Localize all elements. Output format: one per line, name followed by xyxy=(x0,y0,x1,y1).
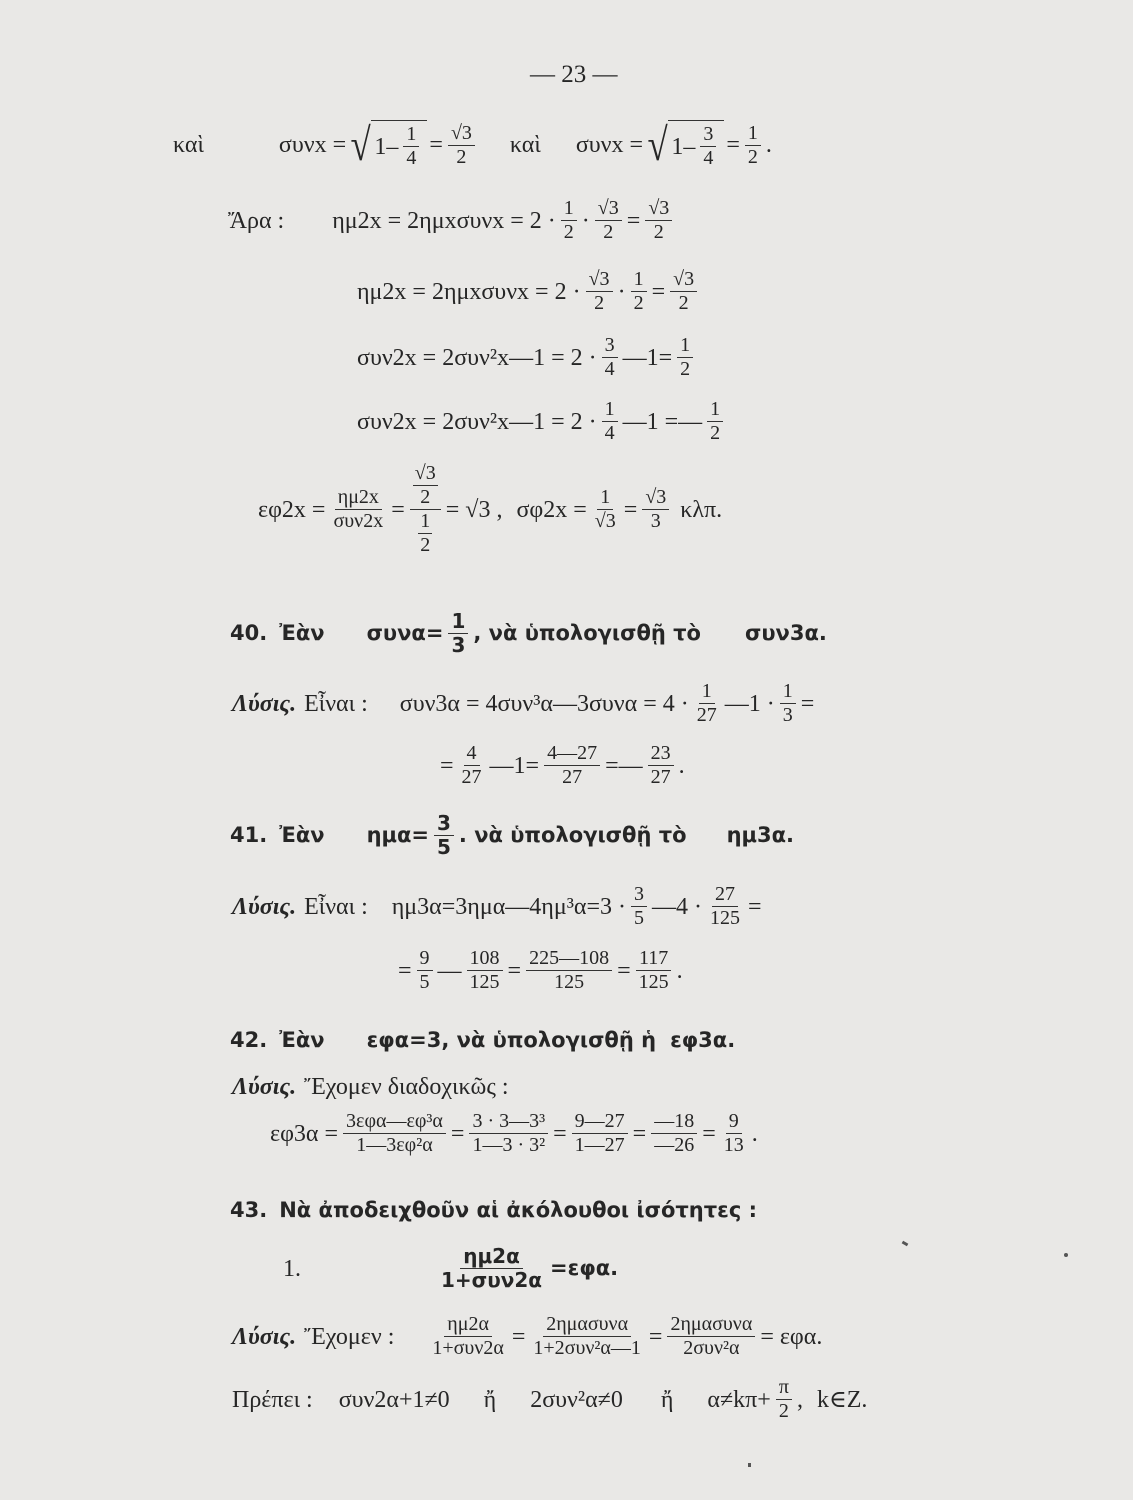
fraction: $\frac{\pi}{2}$ xyxy=(776,1376,792,1423)
fraction: $\frac{1}{2}$ xyxy=(631,268,647,315)
problem-43-heading: 43. Νὰ ἀποδειχθοῦν αἱ ἀκόλουθοι ἰσότητες : xyxy=(230,1198,757,1222)
fraction: $\frac{4—27}{27}$ xyxy=(544,742,600,789)
fraction: 23 27 xyxy=(648,742,674,789)
fraction: $\frac{3}{5}$ xyxy=(434,812,454,859)
conditions-line: Πρέπει : συν2α+1≠0 ἤ 2συν²α≠0 ἤ α≠kπ+ $\frac{\pi}{2}$ , k∈Z. xyxy=(232,1376,868,1422)
fraction: $\frac{1}{3}$ xyxy=(780,680,796,727)
fraction: $\frac{1}{√3}$ xyxy=(594,486,616,532)
fraction: $\frac{225—108}{125}$ xyxy=(526,947,612,994)
sqrt-expression: √ 1– 3 4 xyxy=(645,120,724,170)
fraction: $\frac{9}{13}$ xyxy=(723,1110,744,1156)
solution-41-line-2: = $\frac{9}{5}$ — $\frac{108}{125}$ = $\frac{225—108}{125}$ = $\frac{117}{125}$ . xyxy=(398,947,683,993)
scan-speck xyxy=(902,1241,909,1247)
word-kai: καὶ xyxy=(173,132,204,158)
fraction: 3 4 xyxy=(700,123,716,170)
fraction: $\frac{√3}{2}$ xyxy=(595,197,622,244)
solution-40-line-2: = $\frac{4}{27}$ —1= $\frac{4—27}{27}$ =— 23 27 . xyxy=(440,742,685,788)
equation-line-3: συν2x = 2συν²x—1 = 2 · 3 4 —1= $\frac{1}{2}$ xyxy=(357,334,698,381)
fraction: ημ2α 1+συν2α xyxy=(441,1244,543,1292)
fraction: 1 4 xyxy=(403,123,419,170)
equation-line-2: ημ2x = 2ημxσυνx = 2 · √3 2 · $\frac{1}{2}$ = $\frac{√3}{2}$ xyxy=(357,268,702,315)
fraction: $\frac{1}{2}$ xyxy=(745,122,761,169)
fraction: $\frac{√3}{3}$ xyxy=(642,486,669,533)
scan-speck xyxy=(1064,1253,1068,1257)
solution-43-line: Λύσις. Ἔχομεν : ημ2α 1+συν2α = 2ημασυνα 1+2συν²α—1 = 2ημασυνα 2συν²α = εφα. xyxy=(232,1313,823,1359)
fraction: $\frac{√3}{2}$ xyxy=(670,268,697,315)
identity-1: 1. ημ2α 1+συν2α =εφα. xyxy=(283,1244,619,1292)
fraction: 3εφα—εφ³α 1—3εφ²α xyxy=(343,1110,446,1157)
fraction: $\frac{9}{5}$ xyxy=(417,947,433,994)
fraction: $\frac{√3}{2}$ xyxy=(645,197,672,244)
fraction: $\frac{4}{27}$ xyxy=(461,742,482,788)
solution-42-line: εφ3α = 3εφα—εφ³α 1—3εφ²α = $\frac{\text{3 · 3—3³}}{\text{1—3 · 3²}}$ = $\frac{9—27}{1—27}$ = $\frac{—18}{—26}$ = $\frac{9}{13}$ . xyxy=(270,1110,758,1156)
fraction: ημ2α 1+συν2α xyxy=(432,1313,504,1359)
fraction: 1 2 xyxy=(561,197,577,244)
fraction: 1 4 xyxy=(602,398,618,445)
fraction: 2ημασυνα 2συν²α xyxy=(667,1313,755,1360)
fraction: ημ2x συν2x xyxy=(333,486,384,532)
equation-line-4: συν2x = 2συν²x—1 = 2 · 1 4 —1 =— 1 2 xyxy=(357,398,728,445)
fraction: √3 2 xyxy=(586,268,613,315)
problem-42-heading: 42. Ἐὰν εφα=3, νὰ ὑπολογισθῇ ἡ εφ3α. xyxy=(230,1028,736,1052)
fraction: 3 5 xyxy=(631,883,647,930)
fraction: $\frac{117}{125}$ xyxy=(636,947,672,994)
fraction: 3 4 xyxy=(602,334,618,381)
solution-41-line-1: Λύσις. Εἶναι : ημ3α=3ημα—4ημ³α=3 · 3 5 —4 · $\frac{27}{125}$ = xyxy=(232,883,762,929)
fraction: $\frac{1}{2}$ xyxy=(677,334,693,381)
cos-values-line: καὶ συνx = √ 1– 1 4 = $\frac{√3}{2}$ καὶ συνx = √ 1– 3 4 = $\frac{1}{2}$ . xyxy=(173,119,772,170)
page-number: — 23 — xyxy=(530,61,618,88)
problem-41-heading: 41. Ἐὰν ημα= $\frac{3}{5}$ . νὰ ὑπολογισθῇ τὸ ημ3α. xyxy=(230,811,794,859)
fraction: 1 27 xyxy=(696,680,717,726)
tan-cot-line: εφ2x = ημ2x συν2x = √3 2 1 2 = √3 , σφ2x = $\frac{1}{√3}$ = $\frac{√3}{3}$ κλπ. xyxy=(258,462,723,556)
fraction: $\frac{1}{3}$ xyxy=(448,610,468,657)
fraction: $\frac{—18}{—26}$ xyxy=(651,1110,697,1157)
sqrt-expression: √ 1– 1 4 xyxy=(348,120,427,170)
fraction: $\frac{27}{125}$ xyxy=(709,883,740,929)
fraction: $\frac{108}{125}$ xyxy=(467,947,503,994)
fraction: $\frac{\text{3 · 3—3³}}{\text{1—3 · 3²}}$ xyxy=(469,1110,548,1157)
solution-40-line-1: Λύσις. Εἶναι : συν3α = 4συν³α—3συνα = 4 · 1 27 —1 · $\frac{1}{3}$ = xyxy=(232,680,815,726)
problem-40-heading: 40. Ἐὰν συνα= $\frac{1}{3}$ , νὰ ὑπολογισθῇ τὸ συν3α. xyxy=(230,609,827,657)
fraction: 2ημασυνα 1+2συν²α—1 xyxy=(533,1313,641,1359)
compound-fraction: √3 2 1 2 xyxy=(410,462,441,557)
fraction: 1 2 xyxy=(707,398,723,445)
word-ara: Ἄρα : xyxy=(228,207,285,234)
solution-42-intro: Λύσις. Ἔχομεν διαδοχικῶς : xyxy=(232,1074,509,1100)
equation-line-1: Ἄρα : ημ2x = 2ημxσυνx = 2 · 1 2 · $\frac{√3}{2}$ = $\frac{√3}{2}$ xyxy=(228,197,677,244)
scan-speck xyxy=(748,1463,751,1467)
fraction: $\frac{9—27}{1—27}$ xyxy=(572,1110,628,1157)
fraction: $\frac{√3}{2}$ xyxy=(448,122,475,169)
